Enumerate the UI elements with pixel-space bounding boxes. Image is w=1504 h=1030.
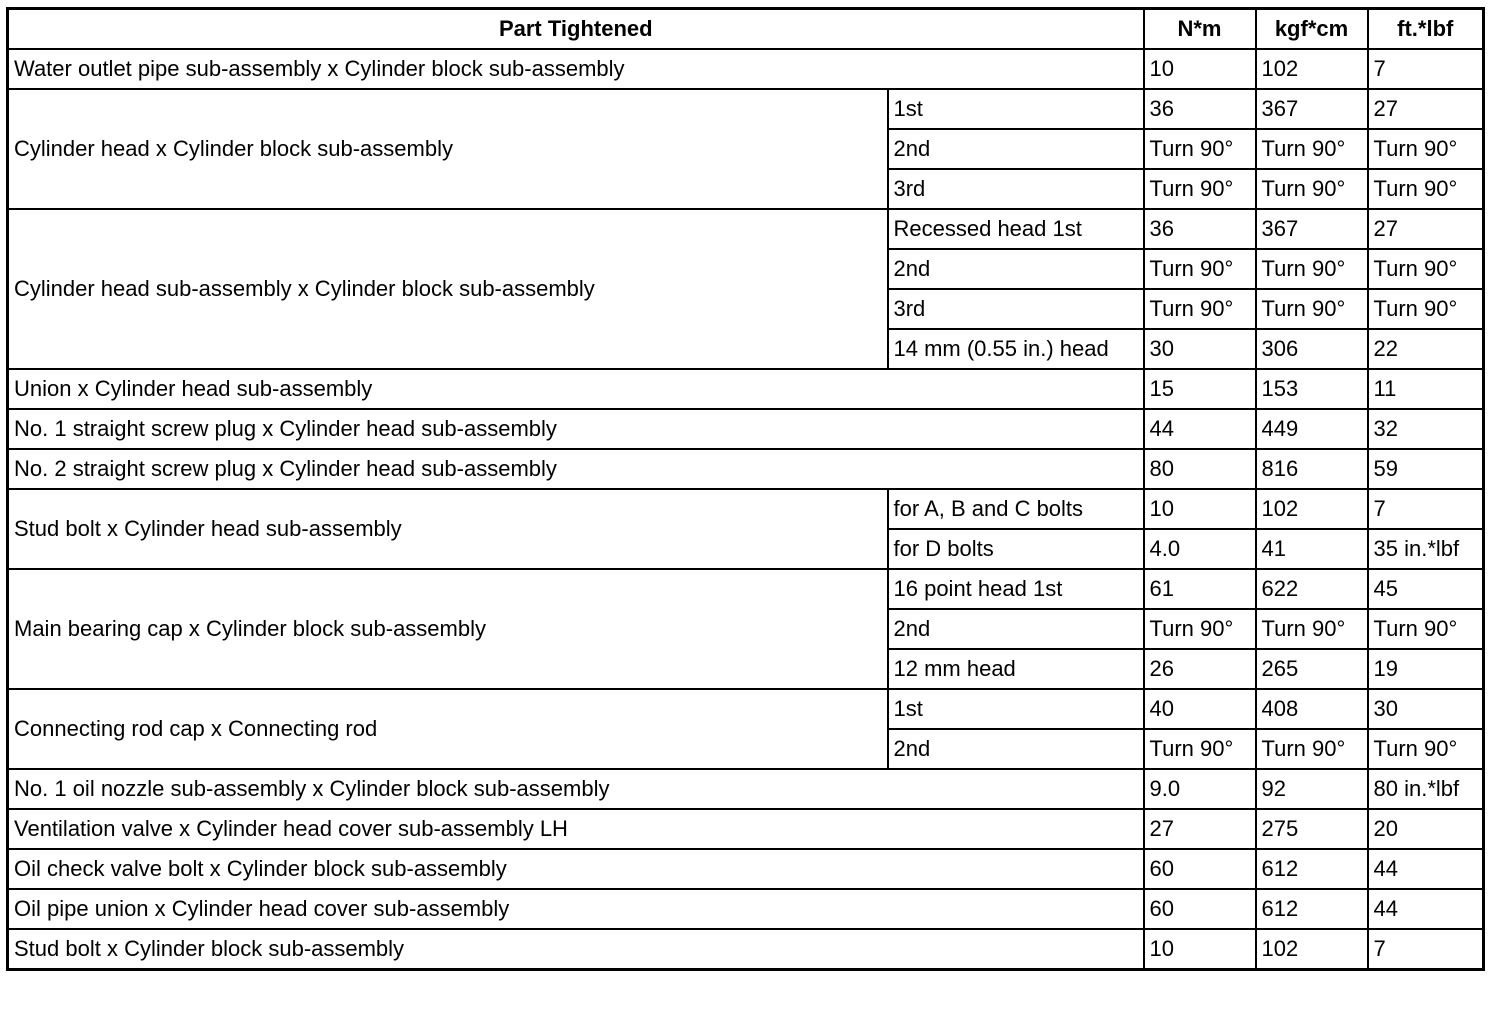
nm-cell: 10 — [1144, 49, 1256, 89]
part-cell: Ventilation valve x Cylinder head cover sub-assembly LH — [8, 809, 1144, 849]
kgfcm-cell: Turn 90° — [1256, 289, 1368, 329]
kgfcm-cell: Turn 90° — [1256, 249, 1368, 289]
ftlbf-cell: 35 in.*lbf — [1368, 529, 1484, 569]
header-part-tightened: Part Tightened — [8, 9, 1144, 50]
table-row — [8, 89, 1484, 129]
table-row — [8, 449, 1484, 489]
ftlbf-cell: 30 — [1368, 689, 1484, 729]
part-cell: Stud bolt x Cylinder block sub-assembly — [8, 929, 1144, 970]
ftlbf-cell: 32 — [1368, 409, 1484, 449]
header-nm: N*m — [1144, 9, 1256, 50]
step-cell: 14 mm (0.55 in.) head — [888, 329, 1144, 369]
part-cell: Cylinder head sub-assembly x Cylinder block sub-assembly — [8, 209, 888, 369]
nm-cell: Turn 90° — [1144, 249, 1256, 289]
step-cell: 1st — [888, 689, 1144, 729]
table-row — [8, 569, 1484, 609]
nm-cell: 15 — [1144, 369, 1256, 409]
table-row — [8, 409, 1484, 449]
table-row — [8, 689, 1484, 729]
nm-cell: 80 — [1144, 449, 1256, 489]
nm-cell: 10 — [1144, 489, 1256, 529]
nm-cell: Turn 90° — [1144, 609, 1256, 649]
kgfcm-cell: 102 — [1256, 49, 1368, 89]
ftlbf-cell: 7 — [1368, 489, 1484, 529]
nm-cell: 4.0 — [1144, 529, 1256, 569]
part-cell: No. 2 straight screw plug x Cylinder head sub-assembly — [8, 449, 1144, 489]
step-cell: for D bolts — [888, 529, 1144, 569]
kgfcm-cell: Turn 90° — [1256, 169, 1368, 209]
part-cell: Water outlet pipe sub-assembly x Cylinder block sub-assembly — [8, 49, 1144, 89]
header-kgfcm: kgf*cm — [1256, 9, 1368, 50]
table-row — [8, 809, 1484, 849]
nm-cell: 30 — [1144, 329, 1256, 369]
ftlbf-cell: 7 — [1368, 49, 1484, 89]
ftlbf-cell: 59 — [1368, 449, 1484, 489]
ftlbf-cell: 11 — [1368, 369, 1484, 409]
part-cell: No. 1 straight screw plug x Cylinder head sub-assembly — [8, 409, 1144, 449]
nm-cell: 61 — [1144, 569, 1256, 609]
ftlbf-cell: Turn 90° — [1368, 289, 1484, 329]
step-cell: 16 point head 1st — [888, 569, 1144, 609]
kgfcm-cell: 449 — [1256, 409, 1368, 449]
ftlbf-cell: Turn 90° — [1368, 729, 1484, 769]
step-cell: for A, B and C bolts — [888, 489, 1144, 529]
ftlbf-cell: 80 in.*lbf — [1368, 769, 1484, 809]
part-cell: Oil pipe union x Cylinder head cover sub-assembly — [8, 889, 1144, 929]
table-row — [8, 49, 1484, 89]
nm-cell: Turn 90° — [1144, 169, 1256, 209]
nm-cell: 60 — [1144, 889, 1256, 929]
nm-cell: 26 — [1144, 649, 1256, 689]
kgfcm-cell: Turn 90° — [1256, 129, 1368, 169]
kgfcm-cell: 92 — [1256, 769, 1368, 809]
nm-cell: 9.0 — [1144, 769, 1256, 809]
nm-cell: Turn 90° — [1144, 729, 1256, 769]
kgfcm-cell: Turn 90° — [1256, 729, 1368, 769]
step-cell: 2nd — [888, 129, 1144, 169]
ftlbf-cell: Turn 90° — [1368, 249, 1484, 289]
ftlbf-cell: 20 — [1368, 809, 1484, 849]
step-cell: 12 mm head — [888, 649, 1144, 689]
kgfcm-cell: 275 — [1256, 809, 1368, 849]
step-cell: 2nd — [888, 609, 1144, 649]
step-cell: Recessed head 1st — [888, 209, 1144, 249]
kgfcm-cell: 367 — [1256, 89, 1368, 129]
table-row — [8, 489, 1484, 529]
part-cell: Cylinder head x Cylinder block sub-assembly — [8, 89, 888, 209]
step-cell: 1st — [888, 89, 1144, 129]
table-row — [8, 889, 1484, 929]
nm-cell: 36 — [1144, 89, 1256, 129]
table-row — [8, 209, 1484, 249]
ftlbf-cell: 27 — [1368, 89, 1484, 129]
part-cell: Oil check valve bolt x Cylinder block sub-assembly — [8, 849, 1144, 889]
step-cell: 3rd — [888, 169, 1144, 209]
part-cell: No. 1 oil nozzle sub-assembly x Cylinder block sub-assembly — [8, 769, 1144, 809]
header-row — [8, 9, 1484, 50]
ftlbf-cell: 7 — [1368, 929, 1484, 970]
ftlbf-cell: 22 — [1368, 329, 1484, 369]
nm-cell: 27 — [1144, 809, 1256, 849]
ftlbf-cell: 45 — [1368, 569, 1484, 609]
ftlbf-cell: Turn 90° — [1368, 609, 1484, 649]
table-row — [8, 849, 1484, 889]
part-cell: Union x Cylinder head sub-assembly — [8, 369, 1144, 409]
step-cell: 2nd — [888, 249, 1144, 289]
part-cell: Connecting rod cap x Connecting rod — [8, 689, 888, 769]
kgfcm-cell: 306 — [1256, 329, 1368, 369]
table-row — [8, 929, 1484, 970]
nm-cell: Turn 90° — [1144, 129, 1256, 169]
kgfcm-cell: 367 — [1256, 209, 1368, 249]
nm-cell: 36 — [1144, 209, 1256, 249]
step-cell: 3rd — [888, 289, 1144, 329]
table-row — [8, 769, 1484, 809]
kgfcm-cell: 612 — [1256, 889, 1368, 929]
kgfcm-cell: 408 — [1256, 689, 1368, 729]
kgfcm-cell: 816 — [1256, 449, 1368, 489]
ftlbf-cell: 19 — [1368, 649, 1484, 689]
nm-cell: 40 — [1144, 689, 1256, 729]
part-cell: Main bearing cap x Cylinder block sub-assembly — [8, 569, 888, 689]
kgfcm-cell: Turn 90° — [1256, 609, 1368, 649]
nm-cell: 44 — [1144, 409, 1256, 449]
kgfcm-cell: 102 — [1256, 489, 1368, 529]
nm-cell: 10 — [1144, 929, 1256, 970]
ftlbf-cell: 44 — [1368, 889, 1484, 929]
ftlbf-cell: Turn 90° — [1368, 129, 1484, 169]
ftlbf-cell: Turn 90° — [1368, 169, 1484, 209]
kgfcm-cell: 622 — [1256, 569, 1368, 609]
torque-specification-table — [6, 7, 1485, 971]
nm-cell: 60 — [1144, 849, 1256, 889]
kgfcm-cell: 612 — [1256, 849, 1368, 889]
part-cell: Stud bolt x Cylinder head sub-assembly — [8, 489, 888, 569]
ftlbf-cell: 44 — [1368, 849, 1484, 889]
nm-cell: Turn 90° — [1144, 289, 1256, 329]
kgfcm-cell: 41 — [1256, 529, 1368, 569]
kgfcm-cell: 102 — [1256, 929, 1368, 970]
ftlbf-cell: 27 — [1368, 209, 1484, 249]
kgfcm-cell: 153 — [1256, 369, 1368, 409]
step-cell: 2nd — [888, 729, 1144, 769]
table-row — [8, 369, 1484, 409]
header-ftlbf: ft.*lbf — [1368, 9, 1484, 50]
kgfcm-cell: 265 — [1256, 649, 1368, 689]
